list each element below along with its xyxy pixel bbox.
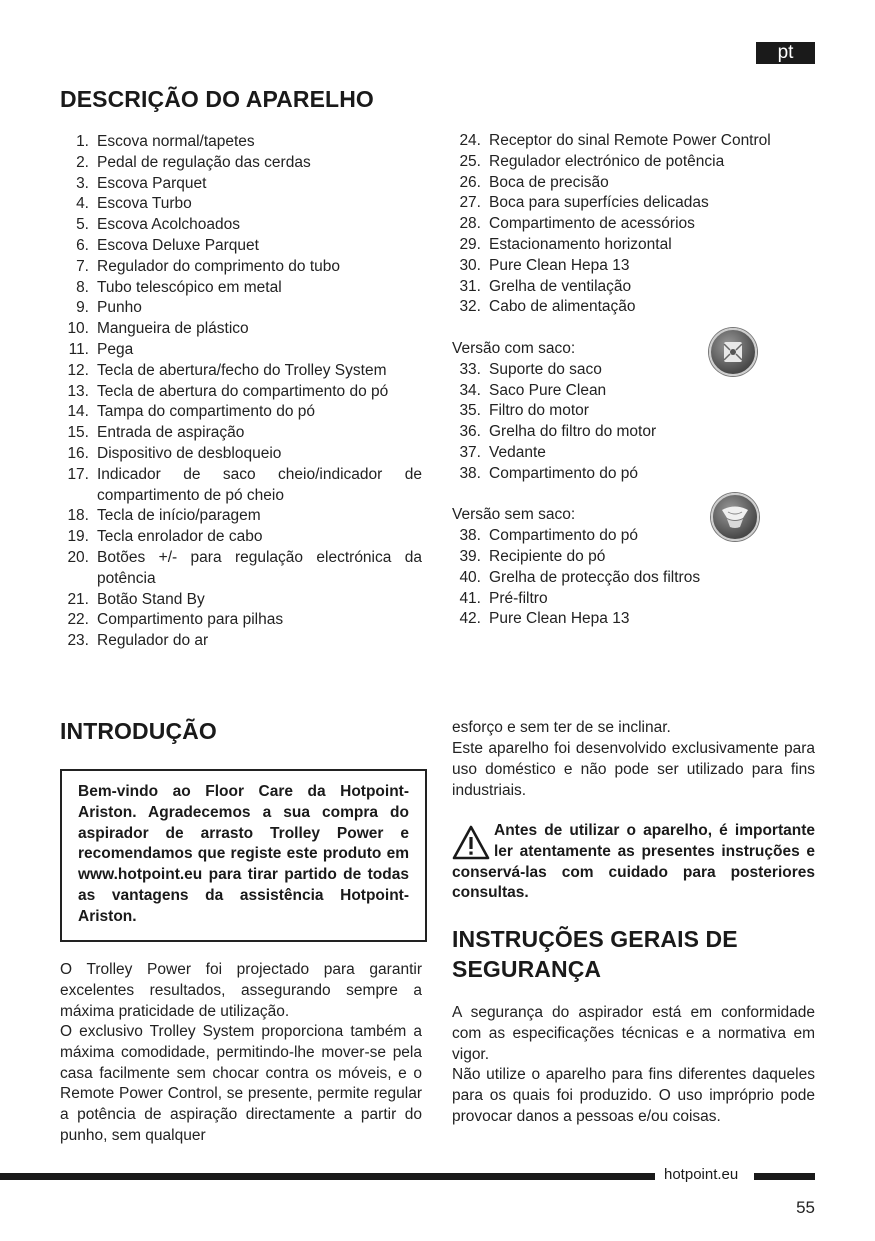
list-item	[60, 340, 422, 361]
list-item	[452, 547, 815, 568]
list-item-text: Tecla de abertura/fecho do Trolley System	[97, 361, 387, 379]
list-item-number: 7.	[76, 257, 89, 275]
list-item-text: Punho	[97, 299, 142, 317]
list-item	[452, 214, 815, 235]
list-item	[60, 548, 422, 590]
language-tab: pt	[756, 42, 815, 64]
list-item-number: 2.	[76, 153, 89, 171]
list-item-text: Regulador do ar	[97, 632, 209, 650]
list-item-number: 12.	[67, 361, 89, 379]
list-item-number: 19.	[67, 528, 89, 546]
list-item-text: Botões +/- para regulação electrónica da potência	[97, 548, 422, 587]
list-item-text: Pré-filtro	[489, 589, 548, 607]
list-item-text: Grelha de ventilação	[489, 277, 632, 295]
list-item-number: 6.	[76, 236, 89, 254]
list-item	[60, 402, 422, 423]
list-item-text: Pega	[97, 340, 134, 358]
list-item-number: 39.	[459, 547, 481, 565]
intro-paragraph-1: O Trolley Power foi projectado para garantir excelentes resultados, assegurando sempre a máxima praticidade de utilização.	[60, 961, 422, 1020]
list-item	[452, 589, 815, 610]
list-item-text: Recipiente do pó	[489, 547, 606, 565]
list-item	[60, 527, 422, 548]
list-item-text: Dispositivo de desbloqueio	[97, 444, 282, 462]
list-item-text: Estacionamento horizontal	[489, 235, 672, 253]
list-item	[60, 506, 422, 527]
list-item-number: 25.	[459, 152, 481, 170]
list-item-number: 10.	[67, 320, 89, 338]
warning-text: Antes de utilizar o aparelho, é importante ler atentamente as presentes instruções e conservá-las com cuidado para posteriores consultas.	[452, 822, 815, 902]
list-item	[452, 235, 815, 256]
list-item-number: 8.	[76, 278, 89, 296]
description-title: DESCRIÇÃO DO APARELHO	[60, 86, 374, 112]
footer-brand: hotpoint.eu	[664, 1166, 739, 1183]
list-item-text: Vedante	[489, 443, 546, 461]
intro-paragraph-4: Este aparelho foi desenvolvido exclusivamente para uso doméstico e não pode ser utilizado para fins industriais.	[452, 740, 815, 799]
list-item	[452, 360, 815, 381]
list-item-text: Escova Acolchoados	[97, 216, 241, 234]
list-item	[60, 423, 422, 444]
list-item	[452, 381, 815, 402]
list-item	[60, 382, 422, 403]
footer-rule-left	[0, 1173, 655, 1180]
list-item-number: 26.	[459, 173, 481, 191]
list-item-number: 33.	[459, 360, 481, 378]
intro-title: INTRODUÇÃO	[60, 718, 217, 744]
list-item-number: 24.	[459, 132, 481, 149]
parts-list-right	[452, 131, 815, 630]
list-item	[452, 193, 815, 214]
list-item-number: 37.	[459, 443, 481, 461]
list-item	[60, 215, 422, 236]
list-item-number: 36.	[459, 423, 481, 441]
list-item-number: 35.	[459, 402, 481, 420]
bagless-version-label: Versão sem saco:	[452, 506, 576, 524]
list-item	[60, 361, 422, 382]
list-item-text: Regulador electrónico de potência	[489, 152, 725, 170]
list-item-number: 28.	[459, 215, 481, 233]
list-item-text: Compartimento para pilhas	[97, 611, 284, 629]
list-item	[60, 610, 422, 631]
list-item-number: 41.	[459, 589, 481, 607]
safety-paragraph-2: Não utilize o aparelho para fins diferentes daqueles para os quais foi produzido. O uso impróprio pode provocar danos a pessoas e/ou coisas.	[452, 1066, 815, 1125]
list-item-text: Compartimento do pó	[489, 527, 639, 545]
list-item	[452, 443, 815, 464]
list-item-text: Saco Pure Clean	[489, 381, 607, 399]
list-item-number: 15.	[67, 424, 89, 442]
list-item	[60, 194, 422, 215]
list-item	[452, 568, 815, 589]
list-item-number: 3.	[76, 174, 89, 192]
warning-note	[452, 821, 815, 904]
list-item-number: 16.	[67, 444, 89, 462]
list-item	[452, 526, 815, 547]
list-item-number: 5.	[76, 216, 89, 234]
list-item-text: Grelha do filtro do motor	[489, 423, 657, 441]
safety-title	[452, 924, 738, 984]
footer-rule-right	[754, 1173, 815, 1180]
list-item-text: Filtro do motor	[489, 402, 589, 420]
list-item-number: 14.	[67, 403, 89, 421]
list-item-text: Escova normal/tapetes	[97, 133, 255, 150]
list-item-number: 23.	[67, 632, 89, 650]
list-item	[60, 465, 422, 507]
list-item-number: 32.	[459, 298, 481, 316]
list-item-number: 4.	[76, 195, 89, 213]
list-item-text: Boca de precisão	[489, 173, 609, 191]
list-item	[452, 131, 815, 152]
list-item	[60, 236, 422, 257]
welcome-box: Bem-vindo ao Floor Care da Hotpoint-Ariston. Agradecemos a sua compra do aspirador de arrasto Trolley Power e recomendamos que registe este produto em www.hotpoint.eu para tirar partido de todas as vantagens da assistência Hotpoint-Ariston.	[60, 769, 427, 942]
list-item	[60, 319, 422, 340]
list-item-text: Pure Clean Hepa 13	[489, 610, 630, 628]
list-item	[60, 444, 422, 465]
list-item	[452, 422, 815, 443]
list-item-number: 38.	[459, 464, 481, 482]
intro-paragraph-2: O exclusivo Trolley System proporciona também a máxima comodidade, permitindo-lhe mover-se pela casa facilmente sem chocar contra os móveis, e o Remote Power Control, se presente, permite regular a potência de aspiração directamente a partir do punho, sem qualquer	[60, 1023, 422, 1144]
list-item	[452, 401, 815, 422]
list-item-text: Mangueira de plástico	[97, 320, 249, 338]
bag-version-label: Versão com saco:	[452, 339, 576, 357]
list-item-text: Boca para superfícies delicadas	[489, 194, 709, 212]
list-item-number: 17.	[67, 465, 89, 483]
list-item-number: 29.	[459, 235, 481, 253]
list-item-text: Botão Stand By	[97, 590, 205, 608]
list-item-number: 11.	[68, 340, 89, 358]
list-item-text: Indicador de saco cheio/indicador de compartimento de pó cheio	[97, 465, 422, 504]
safety-paragraph-1: A segurança do aspirador está em conformidade com as especificações técnicas e a normativa em vigor.	[452, 1004, 815, 1063]
list-item-number: 27.	[459, 194, 481, 212]
list-item-text: Entrada de aspiração	[97, 424, 245, 442]
intro-paragraph-3: esforço e sem ter de se inclinar.	[452, 719, 671, 736]
parts-list-left	[60, 132, 422, 652]
list-item-text: Receptor do sinal Remote Power Control	[489, 132, 771, 149]
list-item-number: 30.	[459, 256, 481, 274]
list-item	[60, 631, 422, 652]
list-item-text: Suporte do saco	[489, 360, 602, 378]
list-item-number: 31.	[459, 277, 481, 295]
list-item-text: Tecla enrolador de cabo	[97, 528, 263, 546]
list-item	[60, 153, 422, 174]
list-item	[452, 297, 815, 318]
list-item-number: 1.	[76, 133, 89, 150]
list-item	[452, 464, 815, 485]
list-item-text: Regulador do comprimento do tubo	[97, 257, 340, 275]
list-item	[452, 609, 815, 630]
list-item-text: Tecla de abertura do compartimento do pó	[97, 382, 389, 400]
list-item-text: Compartimento de acessórios	[489, 215, 695, 233]
list-item	[452, 256, 815, 277]
list-item-text: Pedal de regulação das cerdas	[97, 153, 311, 171]
list-item	[60, 278, 422, 299]
bagless-version-icon	[711, 493, 759, 541]
warning-icon	[452, 825, 490, 861]
list-item-text: Compartimento do pó	[489, 464, 639, 482]
list-item	[452, 173, 815, 194]
list-item-text: Grelha de protecção dos filtros	[489, 568, 701, 586]
list-item-text: Escova Deluxe Parquet	[97, 236, 259, 254]
page-number: 55	[796, 1198, 815, 1217]
list-spacer	[452, 485, 815, 506]
list-item-number: 40.	[459, 568, 481, 586]
list-item-number: 18.	[67, 507, 89, 525]
list-item	[60, 132, 422, 153]
list-item-text: Pure Clean Hepa 13	[489, 256, 630, 274]
list-item	[60, 298, 422, 319]
list-item	[452, 152, 815, 173]
list-item-text: Tubo telescópico em metal	[97, 278, 282, 296]
list-item	[60, 257, 422, 278]
list-item-number: 42.	[459, 610, 481, 628]
list-item-number: 9.	[76, 299, 89, 317]
list-item	[60, 590, 422, 611]
list-item	[60, 174, 422, 195]
list-item-text: Cabo de alimentação	[489, 298, 636, 316]
list-item-number: 20.	[67, 548, 89, 566]
list-item-number: 13.	[67, 382, 89, 400]
list-item-text: Tecla de início/paragem	[97, 507, 261, 525]
list-item-text: Escova Turbo	[97, 195, 192, 213]
safety-title-line2: SEGURANÇA	[452, 956, 602, 982]
list-item-number: 34.	[459, 381, 481, 399]
list-spacer	[452, 318, 815, 339]
bag-version-icon	[709, 328, 757, 376]
list-item-text: Tampa do compartimento do pó	[97, 403, 315, 421]
list-item-number: 21.	[67, 590, 89, 608]
list-item-number: 22.	[67, 611, 89, 629]
list-item-number: 38.	[459, 527, 481, 545]
safety-title-line1: INSTRUÇÕES GERAIS DE	[452, 926, 738, 952]
list-item	[452, 277, 815, 298]
list-item-text: Escova Parquet	[97, 174, 207, 192]
